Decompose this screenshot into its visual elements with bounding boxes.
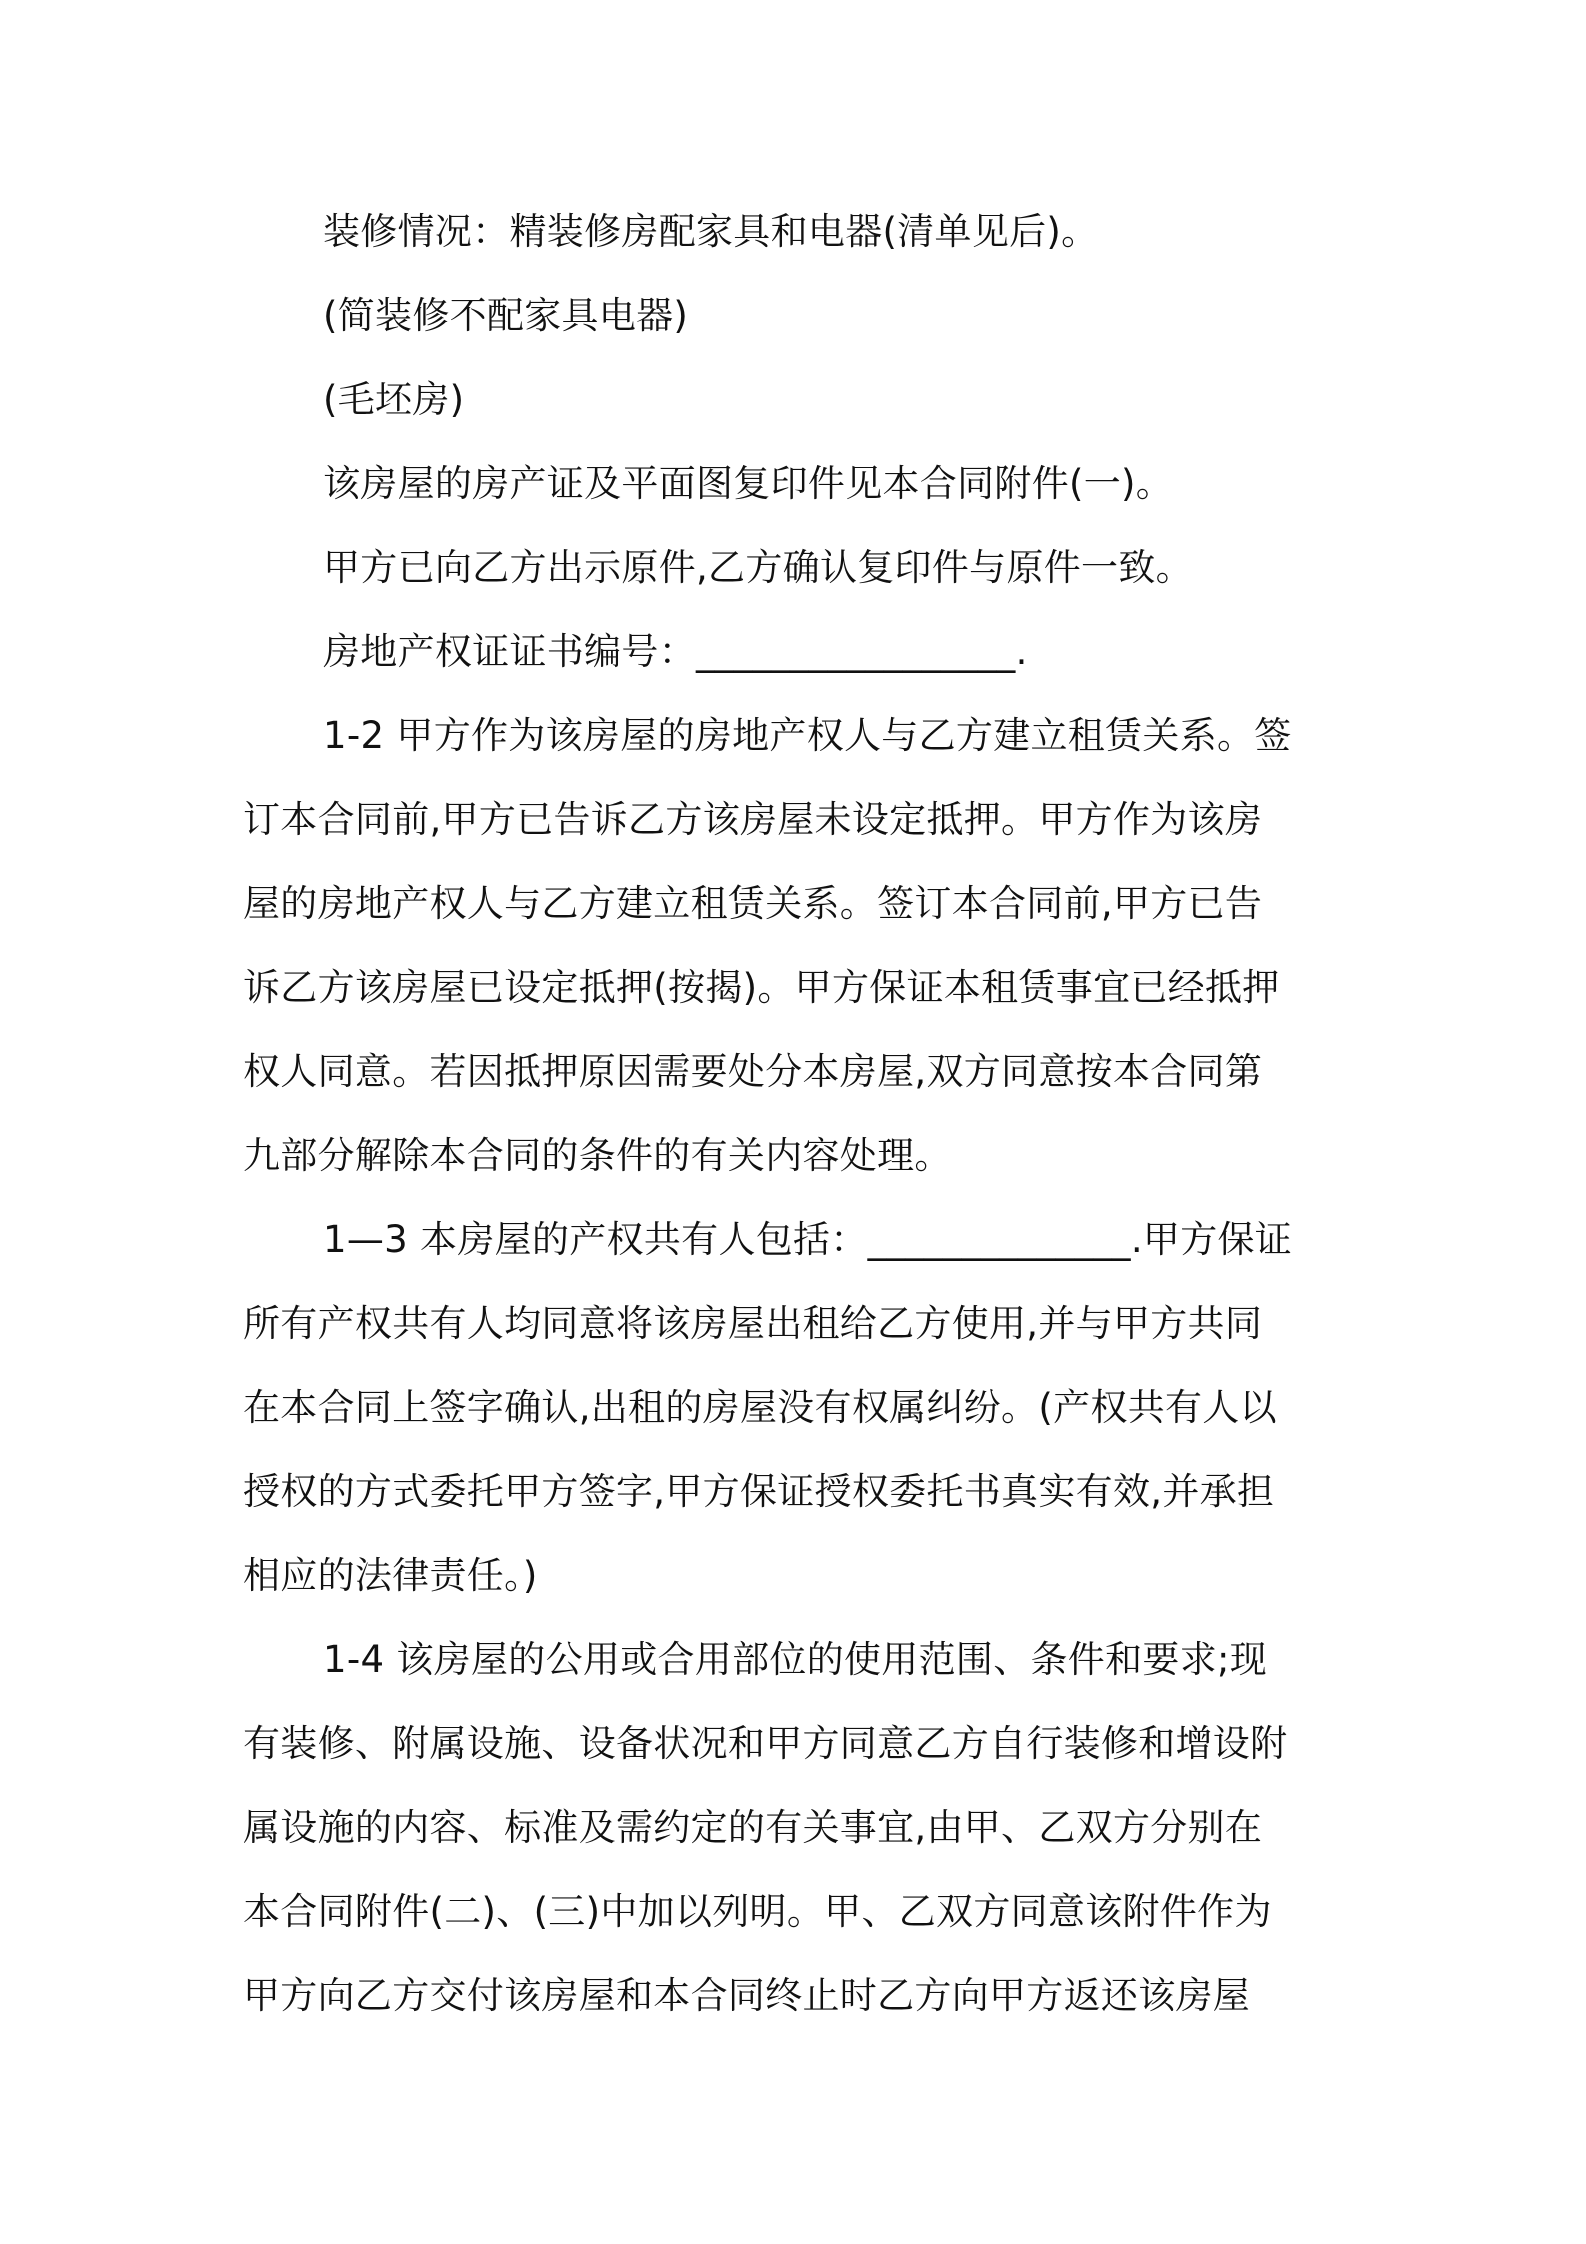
text-line-clause-1-4-cont-3: 本合同附件(二)、(三)中加以列明。甲、乙双方同意该附件作为 [243, 1890, 1272, 1933]
text-line-originals-shown: 甲方已向乙方出示原件,乙方确认复印件与原件一致。 [323, 546, 1193, 589]
text-line-clause-1-3-cont-2: 在本合同上签字确认,出租的房屋没有权属纠纷。(产权共有人以 [243, 1386, 1277, 1429]
text-line-clause-1-3-cont-1: 所有产权共有人均同意将该房屋出租给乙方使用,并与甲方共同 [243, 1302, 1263, 1345]
text-line-clause-1-3: 1—3 本房屋的产权共有人包括：______________.甲方保证 [323, 1218, 1293, 1261]
document-body [243, 190, 1358, 2038]
text-line-clause-1-4-cont-2: 属设施的内容、标准及需约定的有关事宜,由甲、乙双方分别在 [243, 1806, 1263, 1849]
text-line-decoration-status: 装修情况：精装修房配家具和电器(清单见后)。 [323, 210, 1099, 253]
text-line-certificate-copies: 该房屋的房产证及平面图复印件见本合同附件(一)。 [323, 462, 1174, 505]
text-line-bare-house: (毛坯房) [323, 378, 465, 421]
text-line-clause-1-2: 1-2 甲方作为该房屋的房地产权人与乙方建立租赁关系。签 [323, 714, 1292, 757]
text-line-clause-1-2-cont-5: 九部分解除本合同的条件的有关内容处理。 [243, 1134, 952, 1177]
text-line-clause-1-3-cont-4: 相应的法律责任。) [243, 1554, 538, 1597]
text-line-clause-1-4-cont-4: 甲方向乙方交付该房屋和本合同终止时乙方向甲方返还该房屋 [243, 1974, 1251, 2017]
text-line-clause-1-2-cont-1: 订本合同前,甲方已告诉乙方该房屋未设定抵押。甲方作为该房 [243, 798, 1263, 841]
text-line-clause-1-3-cont-3: 授权的方式委托甲方签字,甲方保证授权委托书真实有效,并承担 [243, 1470, 1275, 1513]
text-line-clause-1-4: 1-4 该房屋的公用或合用部位的使用范围、条件和要求;现 [323, 1638, 1268, 1681]
text-line-clause-1-4-cont-1: 有装修、附属设施、设备状况和甲方同意乙方自行装修和增设附 [243, 1722, 1288, 1765]
text-line-clause-1-2-cont-2: 屋的房地产权人与乙方建立租赁关系。签订本合同前,甲方已告 [243, 882, 1263, 925]
text-line-certificate-number: 房地产权证证书编号：_________________. [323, 630, 1028, 673]
text-line-clause-1-2-cont-4: 权人同意。若因抵押原因需要处分本房屋,双方同意按本合同第 [243, 1050, 1263, 1093]
text-line-simple-decoration: (简装修不配家具电器) [323, 294, 689, 337]
text-line-clause-1-2-cont-3: 诉乙方该房屋已设定抵押(按揭)。甲方保证本租赁事宜已经抵押 [243, 966, 1280, 1009]
